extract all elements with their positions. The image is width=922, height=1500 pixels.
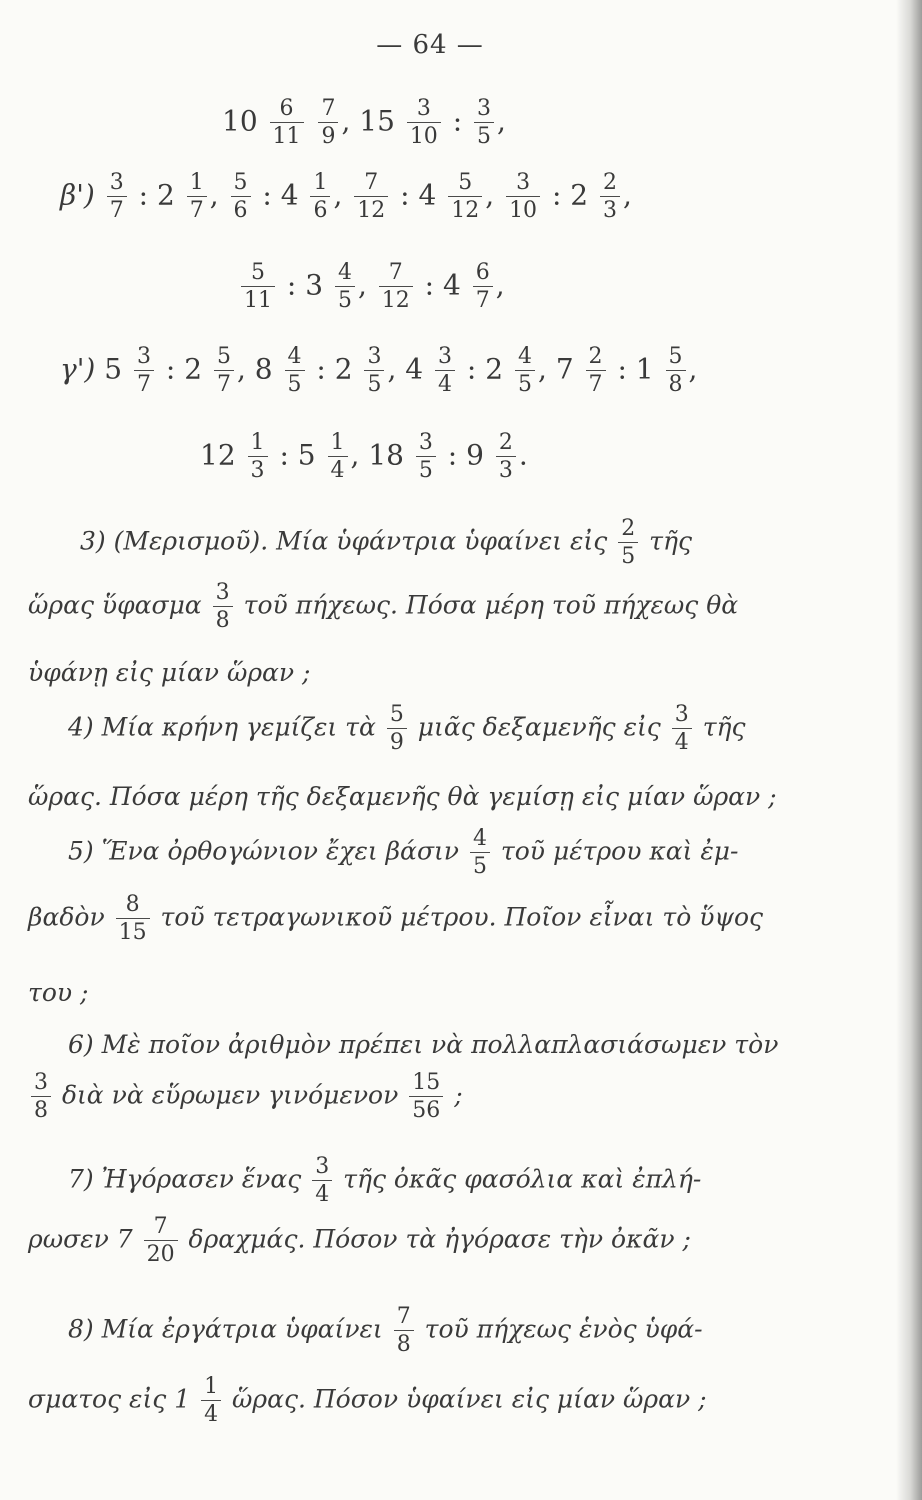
exercise-line-4: γ') 5 $\frac{3}{7}$ : 2 $\frac{5}{7}$ , 8 $\frac{4}{5}$ : 2 $\frac{3}{5}$ , 4 $\frac{3}{4}$ : 2 $\frac{4}{5}$ , 7 $\frac{2}{7}$ : 1 $\frac{5}{8}$ , — [60, 344, 698, 397]
fraction: $\frac{5}{12}$ — [448, 172, 482, 222]
fraction: $\frac{3}{7}$ — [107, 172, 127, 222]
fraction: $\frac{8}{15}$ — [116, 894, 150, 944]
fraction: $\frac{3}{7}$ — [134, 346, 154, 396]
fraction: $\frac{3}{4}$ — [672, 704, 692, 754]
fraction: $\frac{3}{5}$ — [364, 346, 384, 396]
fraction: $\frac{4}{5}$ — [470, 828, 490, 878]
fraction: $\frac{3}{4}$ — [312, 1156, 332, 1206]
fraction: $\frac{3}{10}$ — [506, 172, 540, 222]
fraction: $\frac{3}{4}$ — [435, 346, 455, 396]
fraction: $\frac{1}{4}$ — [328, 432, 348, 482]
fraction: $\frac{5}{11}$ — [241, 262, 275, 312]
fraction: $\frac{2}{3}$ — [600, 172, 620, 222]
exercise-line-1: 10 $\frac{6}{11}$ $\frac{7}{9}$ , 15 $\frac{3}{10}$ : $\frac{3}{5}$ , — [222, 96, 506, 149]
fraction: $\frac{6}{11}$ — [270, 98, 304, 148]
fraction: $\frac{7}{8}$ — [394, 1306, 414, 1356]
page-number: — 64 — — [376, 30, 484, 60]
fraction: $\frac{7}{12}$ — [379, 262, 413, 312]
exercise-label: γ') — [60, 352, 96, 386]
fraction: $\frac{1}{6}$ — [310, 172, 330, 222]
fraction: $\frac{3}{10}$ — [407, 98, 441, 148]
page-edge-shadow — [896, 0, 922, 1500]
exercise-line-3: $\frac{5}{11}$ : 3 $\frac{4}{5}$ , $\frac{7}{12}$ : 4 $\frac{6}{7}$ , — [238, 262, 505, 312]
fraction: $\frac{5}{8}$ — [666, 346, 686, 396]
whole-number: 15 — [359, 104, 395, 138]
fraction: $\frac{7}{20}$ — [144, 1216, 178, 1266]
fraction: $\frac{4}{5}$ — [285, 346, 305, 396]
fraction: $\frac{5}{9}$ — [387, 704, 407, 754]
fraction: $\frac{2}{3}$ — [496, 432, 516, 482]
exercise-line-2: β') $\frac{3}{7}$ : 2 $\frac{1}{7}$ , $\frac{5}{6}$ : 4 $\frac{1}{6}$ , $\frac{7}{12}$ : 4 $\frac{5}{12}$ , $\frac{3}{10}$ : 2 $\frac{2}{3}$ , — [60, 170, 632, 223]
fraction: $\frac{1}{7}$ — [187, 172, 207, 222]
fraction: $\frac{3}{8}$ — [31, 1072, 51, 1122]
fraction: $\frac{2}{5}$ — [618, 518, 638, 568]
fraction: $\frac{1}{3}$ — [248, 432, 268, 482]
exercise-label: β') — [60, 178, 95, 212]
fraction: $\frac{15}{56}$ — [409, 1072, 443, 1122]
fraction: $\frac{7}{9}$ — [318, 98, 338, 148]
fraction: $\frac{3}{8}$ — [213, 582, 233, 632]
exercise-line-5: 12 $\frac{1}{3}$ : 5 $\frac{1}{4}$ , 18 $\frac{3}{5}$ : 9 $\frac{2}{3}$ . — [200, 430, 528, 483]
fraction: $\frac{2}{7}$ — [586, 346, 606, 396]
fraction: $\frac{5}{6}$ — [231, 172, 251, 222]
fraction: $\frac{5}{7}$ — [214, 346, 234, 396]
whole-number: 10 — [222, 104, 258, 138]
fraction: $\frac{4}{5}$ — [515, 346, 535, 396]
fraction: $\frac{7}{12}$ — [354, 172, 388, 222]
fraction: $\frac{1}{4}$ — [201, 1376, 221, 1426]
fraction: $\frac{4}{5}$ — [335, 262, 355, 312]
fraction: $\frac{3}{5}$ — [474, 98, 494, 148]
fraction: $\frac{6}{7}$ — [473, 262, 493, 312]
fraction: $\frac{3}{5}$ — [416, 432, 436, 482]
